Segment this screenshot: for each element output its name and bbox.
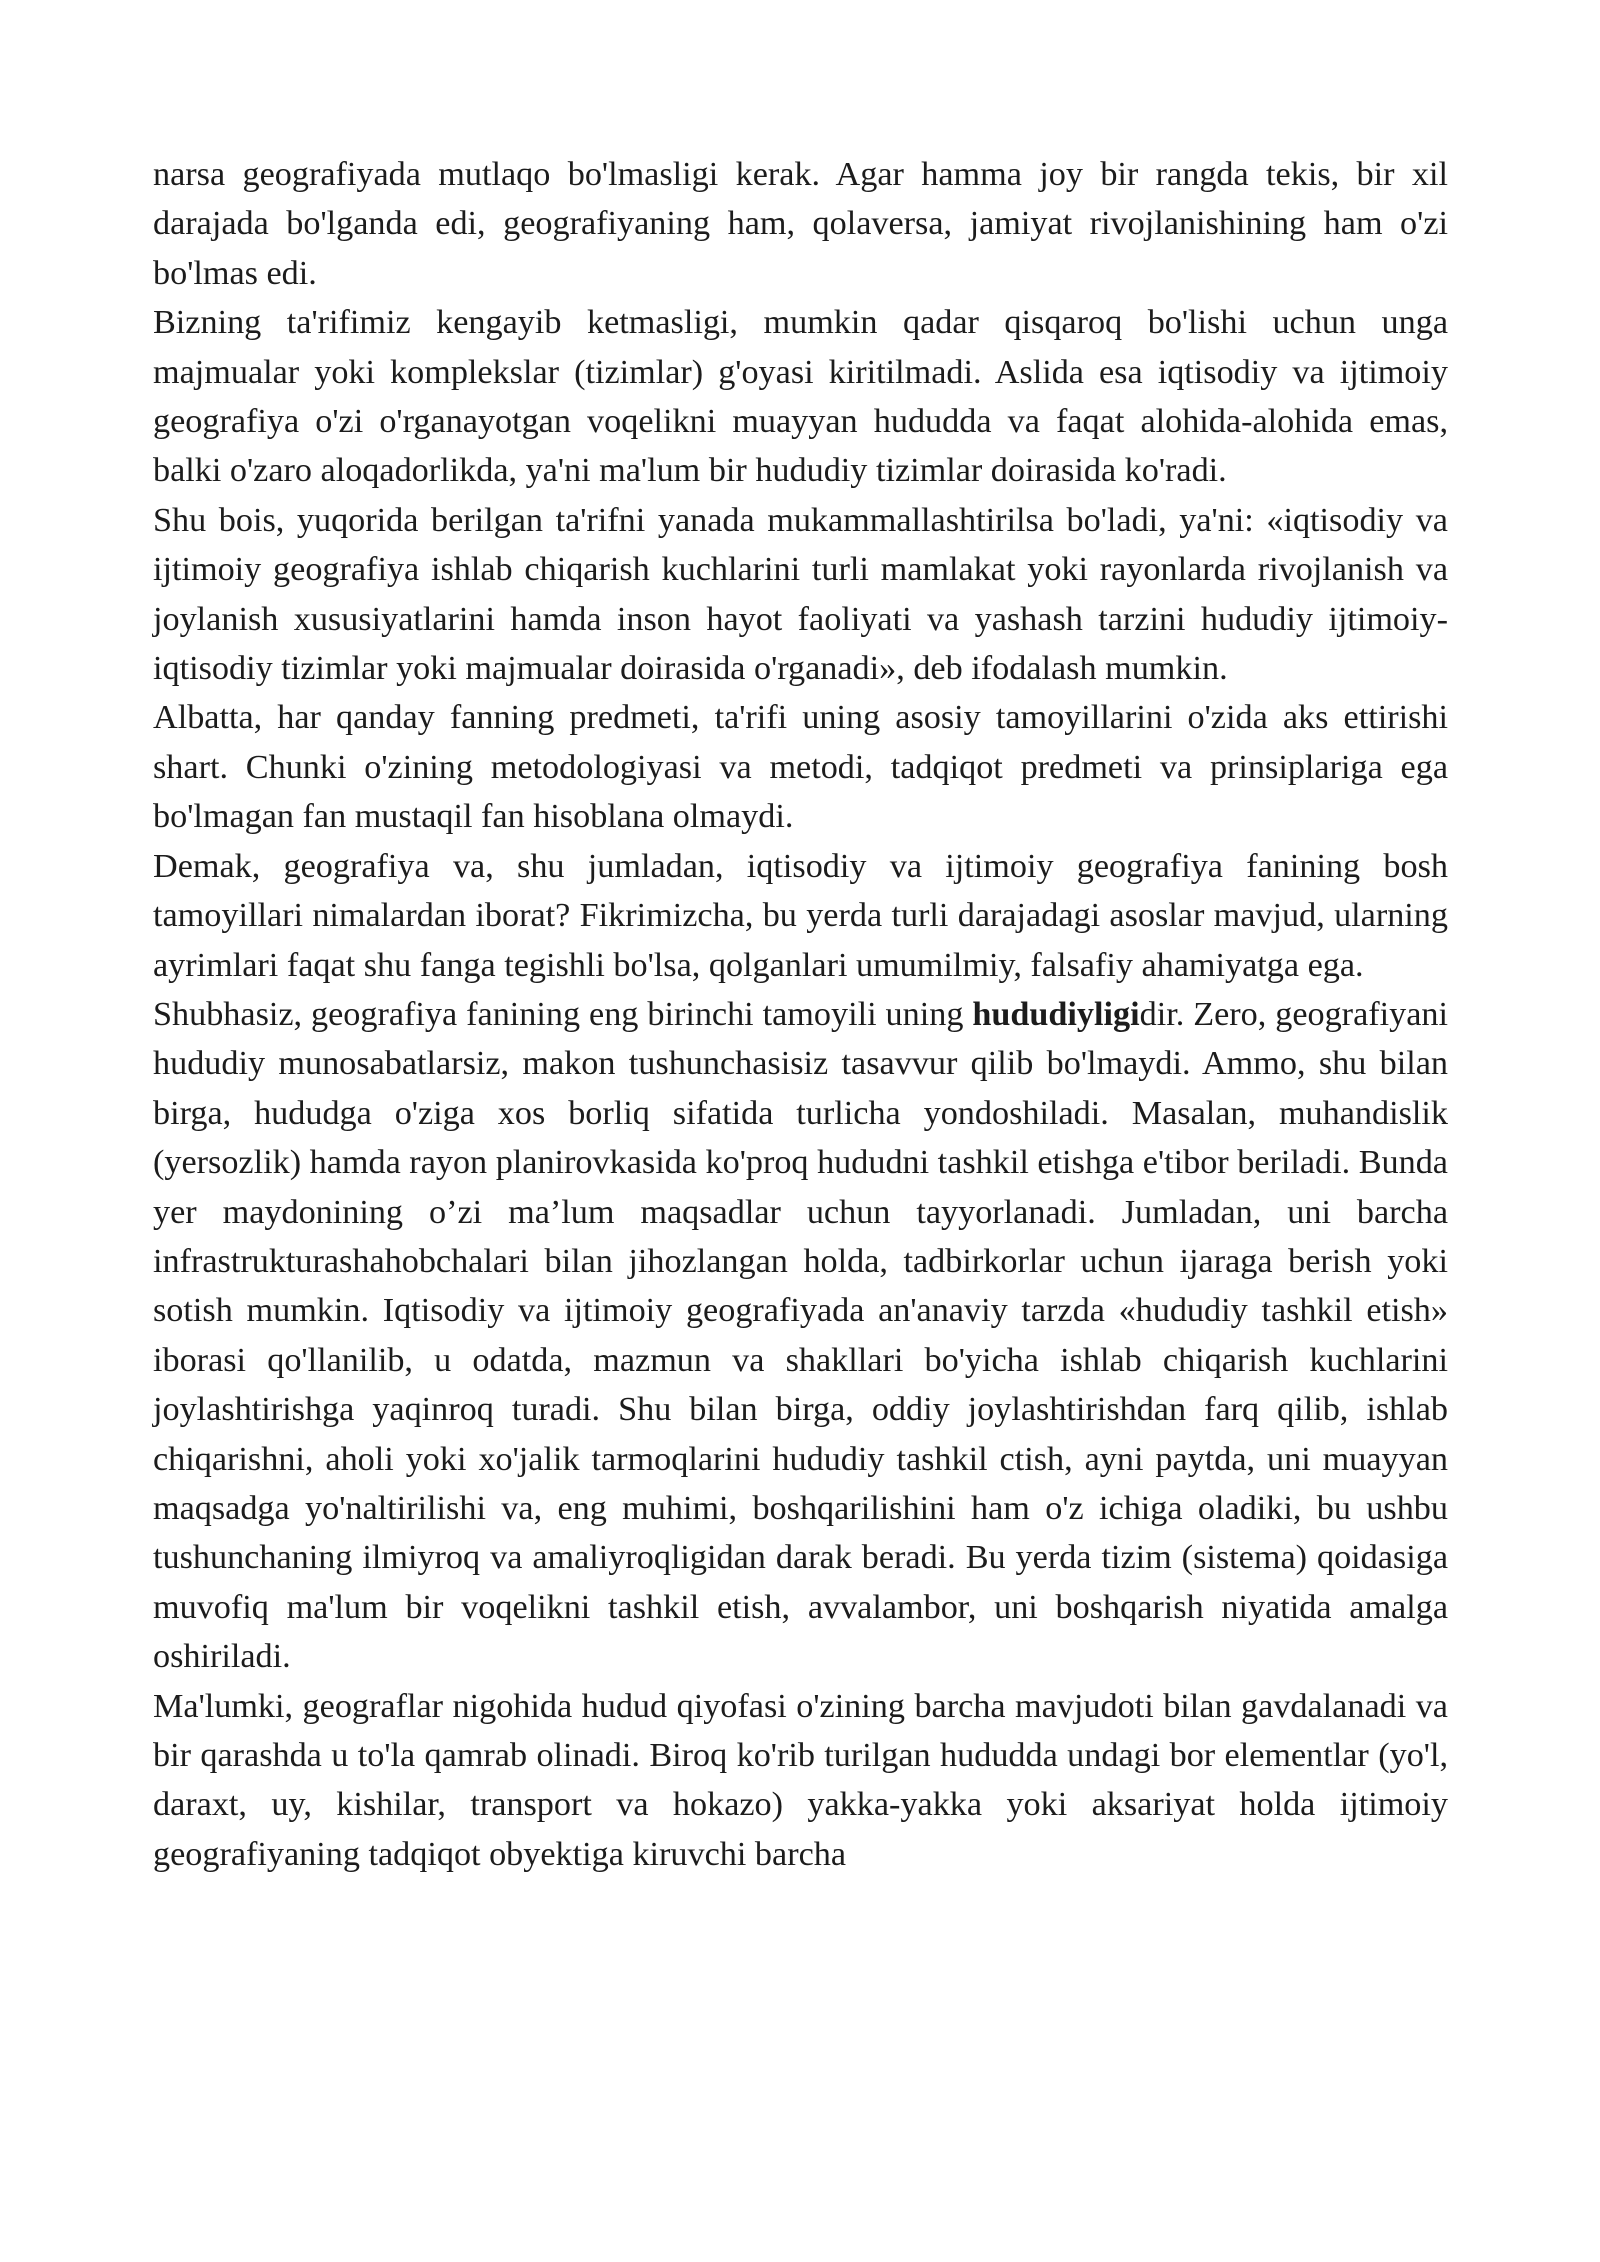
- paragraph-3: Shu bois, yuqorida berilgan ta'rifni yanada mukammallashtirilsa bo'ladi, ya'ni: «iqtisodiy va ijtimoiy geografiya ishlab chiqarish kuchlarini turli mamlakat yoki rayonlarda rivojlanish va joylanish xususiyatlarini hamda inson hayot faoliyati va yashash tarzini hududiy ijtimoiy-iqtisodiy tizimlar yoki majmualar doirasida o'rganadi», deb ifodalash mumkin.: [153, 501, 1448, 688]
- paragraph-6-body: dir. Zero, geografiyani hududiy munosabatlarsiz, makon tushunchasisiz tasavvur qilib bo'lmaydi. Ammo, shu bilan birga, hududga o'ziga xos borliq sifatida turlicha yondoshiladi. Masalan, muhandislik (yersozlik) hamda rayon planirovkasida ko'proq hududni tashkil etishga e'tibor beriladi. Bunda yer maydonining o’zi ma’lum maqsadlar uchun tayyorlanadi. Jumladan, uni barcha infrastrukturashahobchalari bilan jihozlangan holda, tadbirkorlar uchun ijaraga berish yoki sotish mumkin. Iqtisodiy va ijtimoiy geografiyada an'anaviy tarzda «hududiy tashkil etish» iborasi qo'llanilib, u odatda, mazmun va shakllari bo'yicha ishlab chiqarish kuchlarini joylashtirishga yaqinroq turadi. Shu bilan birga, oddiy joylashtirishdan farq qilib, ishlab chiqarishni, aholi yoki xo'jalik tarmoqlarini hududiy tashkil ctish, ayni paytda, uni muayyan maqsadga yo'naltirilishi va, eng muhimi, boshqarilishini ham o'z ichiga oladiki, bu ushbu tushunchaning ilmiyroq va amaliyroqligidan darak beradi. Bu yerda tizim (sistema) qoidasiga muvofiq ma'lum bir voqelikni tashkil etish, avvalambor, uni boshqarish niyatida amalga oshiriladi.: [153, 995, 1448, 1676]
- paragraph-6-lead: Shubhasiz, geografiya fanining eng birinchi tamoyili uning: [153, 995, 973, 1033]
- paragraph-4: Albatta, har qanday fanning predmeti, ta'rifi uning asosiy tamoyillarini o'zida aks ettirishi shart. Chunki o'zining metodologiyasi va metodi, tadqiqot predmeti va prinsiplariga ega bo'lmagan fan mustaqil fan hisoblana olmaydi.: [153, 699, 1448, 836]
- paragraph-5: Demak, geografiya va, shu jumladan, iqtisodiy va ijtimoiy geografiya fanining bosh tamoyillari nimalardan iborat? Fikrimizcha, bu yerda turli darajadagi asoslar mavjud, ularning ayrimlari faqat shu fanga tegishli bo'lsa, qolganlari umumilmiy, falsafiy ahamiyatga ega.: [153, 847, 1448, 984]
- paragraph-7: Ma'lumki, geograflar nigohida hudud qiyofasi o'zining barcha mavjudoti bilan gavdalanadi va bir qarashda u to'la qamrab olinadi. Biroq ko'rib turilgan hududda undagi bor elementlar (yo'l, daraxt, uy, kishilar, transport va hokazo) yakka-yakka yoki aksariyat holda ijtimoiy geografiyaning tadqiqot obyektiga kiruvchi barcha: [153, 1687, 1448, 1873]
- paragraph-6: [153, 990, 1448, 1682]
- document-page: [153, 150, 1448, 1879]
- paragraph-2: Bizning ta'rifimiz kengayib ketmasligi, mumkin qadar qisqaroq bo'lishi uchun unga majmualar yoki komplekslar (tizimlar) g'oyasi kiritilmadi. Aslida esa iqtisodiy va ijtimoiy geografiya o'zi o'rganayotgan voqelikni muayyan hududda va faqat alohida-alohida emas, balki o'zaro aloqadorlikda, ya'ni ma'lum bir hududiy tizimlar doirasida ko'radi.: [153, 304, 1448, 490]
- bold-term: hududiyligi: [972, 995, 1140, 1033]
- paragraph-1: narsa geografiyada mutlaqo bo'lmasligi kerak. Agar hamma joy bir rangda tekis, bir xil darajada bo'lganda edi, geografiyaning ham, qolaversa, jamiyat rivojlanishining ham o'zi bo'lmas edi.: [153, 156, 1448, 292]
